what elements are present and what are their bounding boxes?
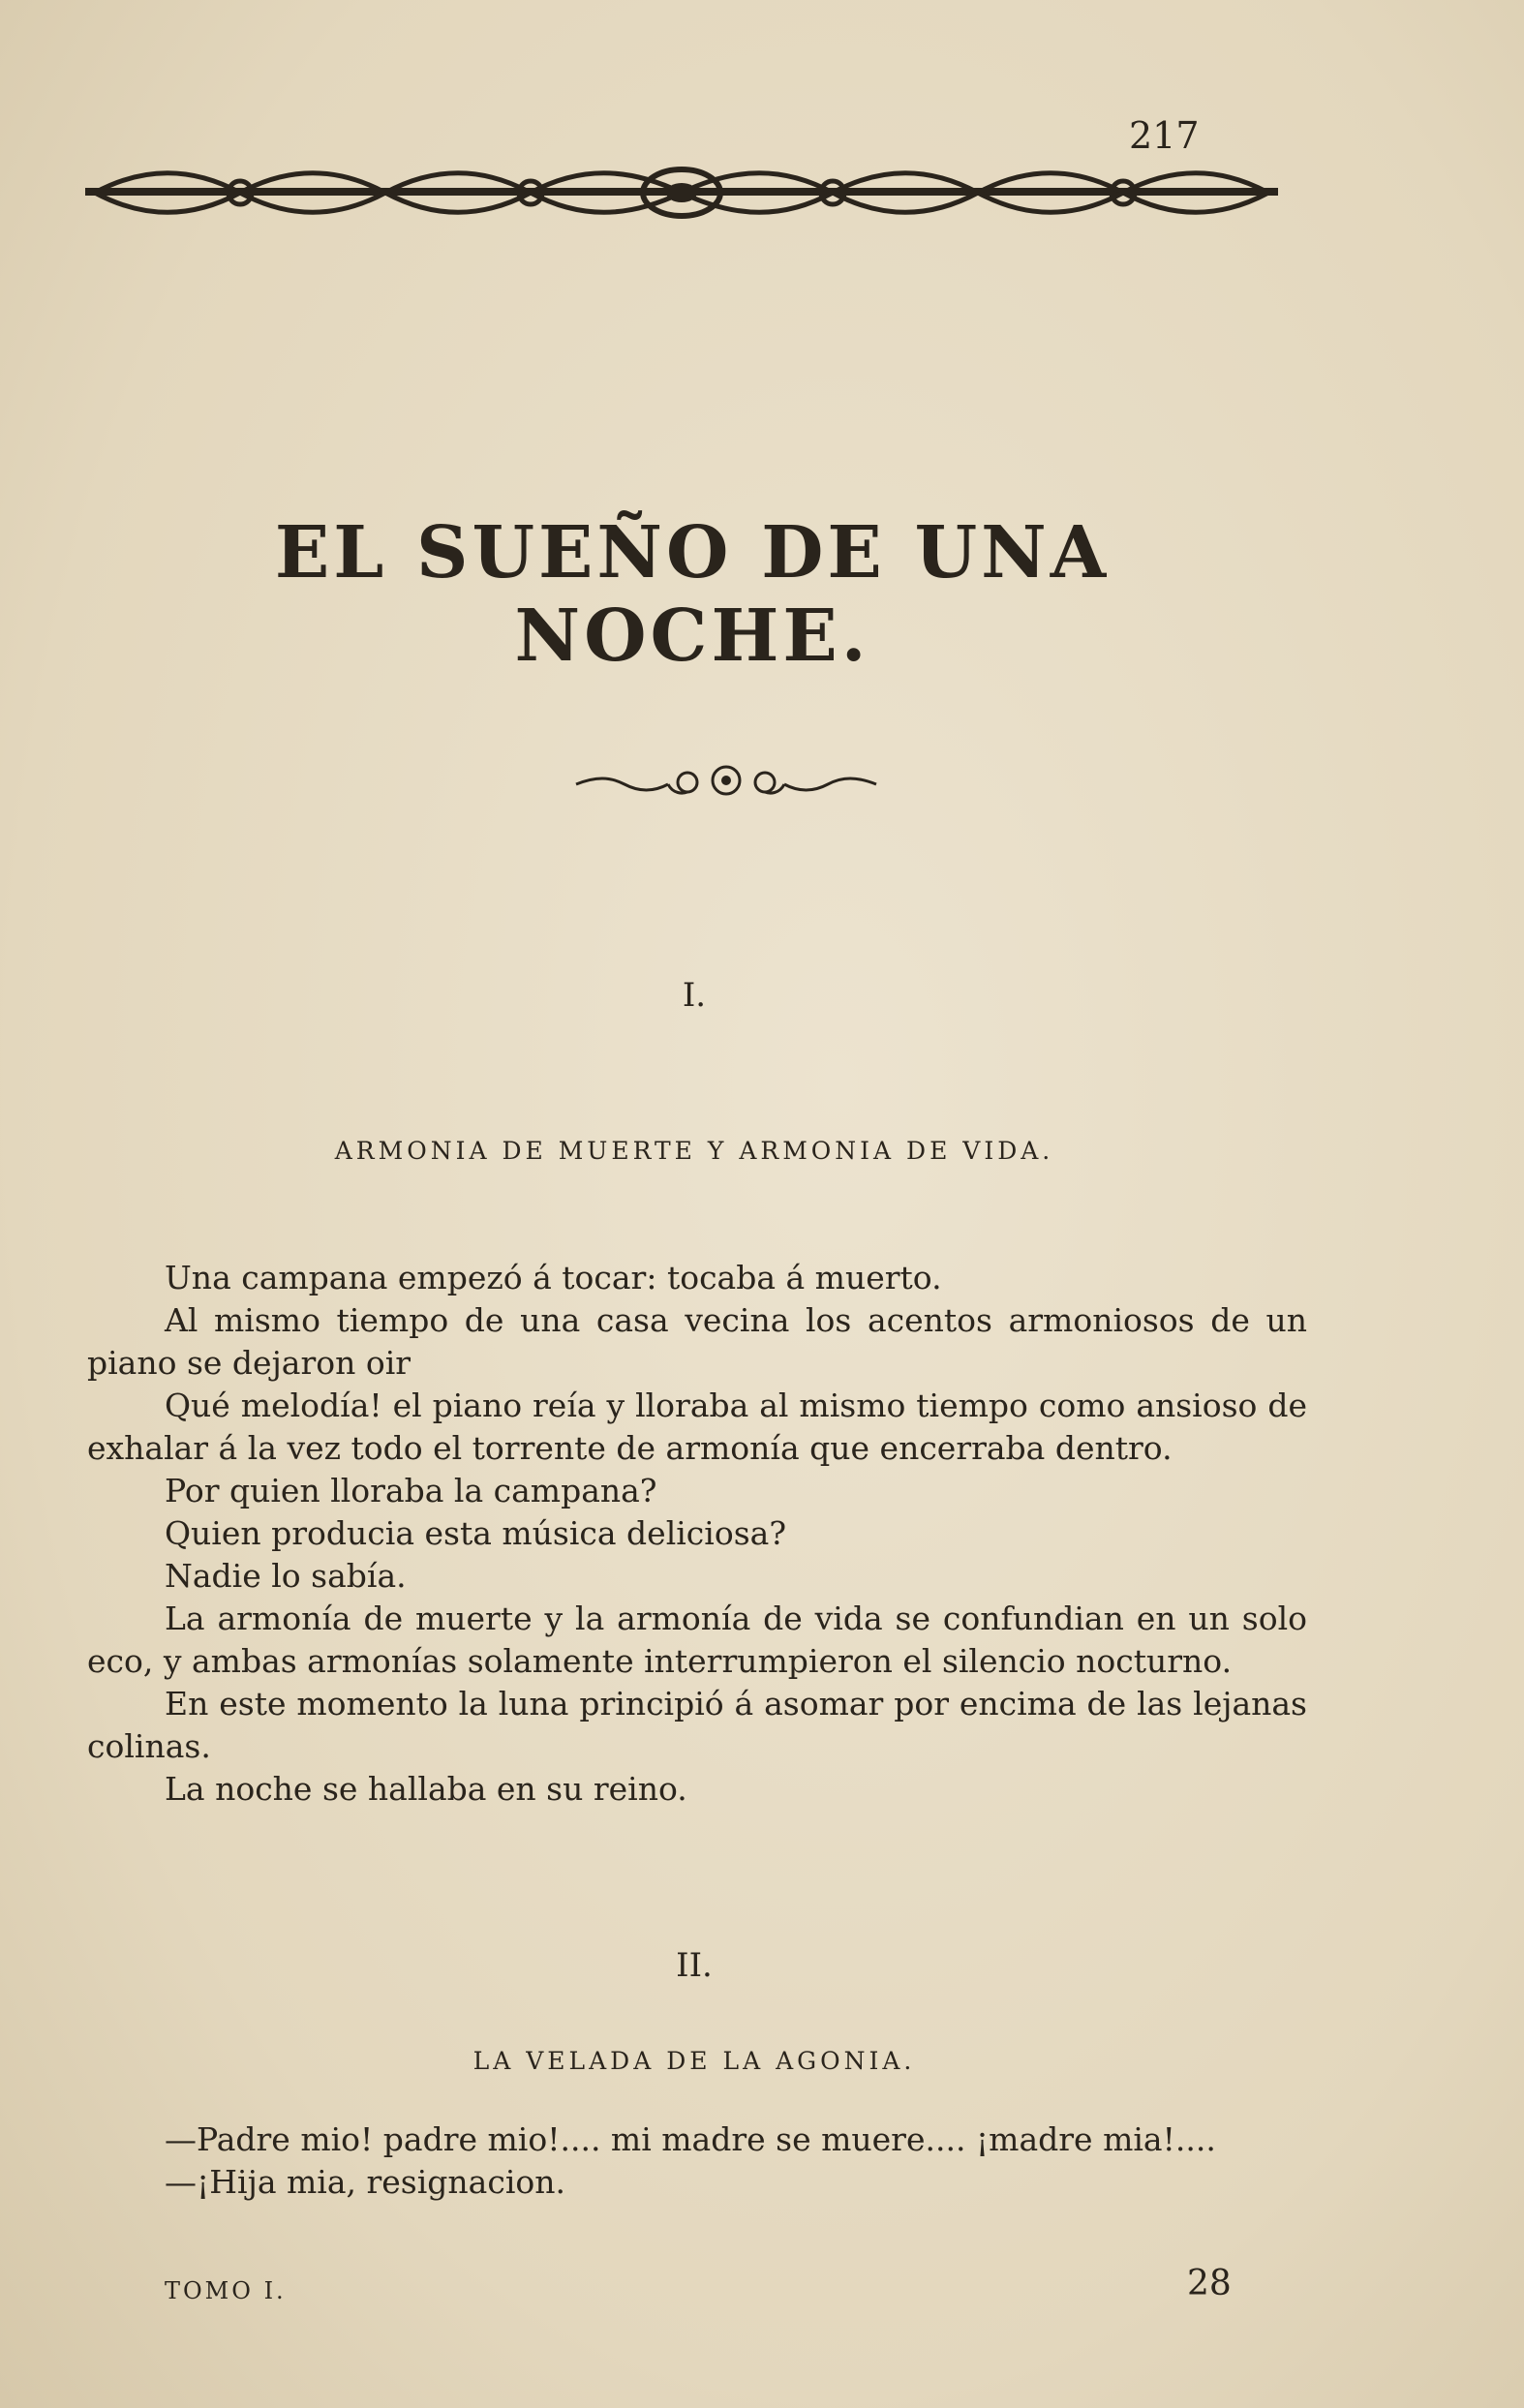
paragraph: Al mismo tiempo de una casa vecina los acentos armoniosos de un piano se dejaron oir bbox=[87, 1301, 1307, 1382]
paragraph: —¡Hija mia, resignacion. bbox=[165, 2163, 565, 2201]
section-heading-1: ARMONIA DE MUERTE Y ARMONIA DE VIDA. bbox=[334, 1137, 1054, 1165]
paragraph: La noche se hallaba en su reino. bbox=[165, 1770, 687, 1808]
chapter-title: EL SUEÑO DE UNA NOCHE. bbox=[274, 511, 1111, 678]
signature-mark: 28 bbox=[1187, 2264, 1232, 2303]
section-numeral-1: I. bbox=[682, 976, 707, 1015]
page-number: 217 bbox=[1129, 114, 1200, 157]
paragraph: Qué melodía! el piano reía y lloraba al mismo tiempo como ansioso de exhalar á la vez todo el torrente de armonía que encerraba dentro. bbox=[87, 1387, 1307, 1467]
paragraph: Nadie lo sabía. bbox=[165, 1557, 407, 1595]
volume-label: TOMO I. bbox=[165, 2277, 287, 2304]
paragraph: Una campana empezó á tocar: tocaba á muerto. bbox=[165, 1259, 942, 1296]
section-numeral-2: II. bbox=[676, 1946, 713, 1985]
section-heading-2: LA VELADA DE LA AGONIA. bbox=[472, 2047, 916, 2075]
paragraph: La armonía de muerte y la armonía de vida se confundian en un solo eco, y ambas armonías solamente interrumpieron el silencio nocturno. bbox=[87, 1600, 1307, 1680]
paragraph: En este momento la luna principió á asomar por encima de las lejanas colinas. bbox=[87, 1685, 1307, 1765]
flourish-divider bbox=[571, 765, 881, 804]
paragraph: Por quien lloraba la campana? bbox=[165, 1472, 657, 1509]
paragraph: Quien producia esta música deliciosa? bbox=[165, 1514, 787, 1552]
scroll-ornament-band bbox=[85, 163, 1278, 223]
section-1-text bbox=[87, 1257, 1307, 1811]
paragraph: —Padre mio! padre mio!.... mi madre se muere.... ¡madre mia!.... bbox=[165, 2120, 1216, 2158]
section-2-text bbox=[87, 2118, 1307, 2204]
